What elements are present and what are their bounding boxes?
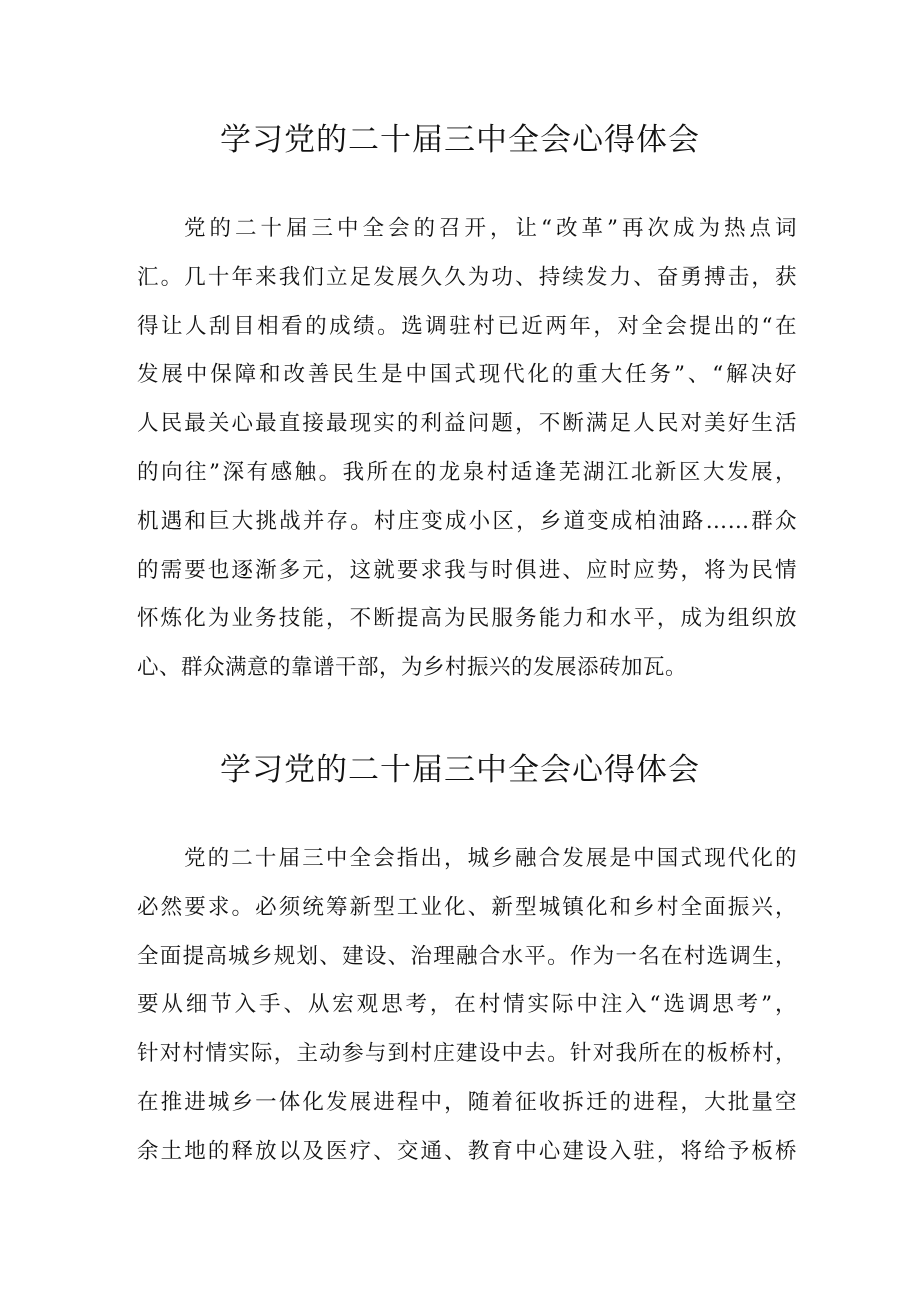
section-2-title: 学习党的二十届三中全会心得体会 <box>220 752 700 788</box>
paragraph-line: 在推进城乡一体化发展进程中，随着征收拆迁的进程，大批量空 <box>137 1089 797 1115</box>
paragraph-line: 人民最关心最直接最现实的利益问题，不断满足人民对美好生活 <box>137 411 797 437</box>
paragraph-line: 怀炼化为业务技能，不断提高为民服务能力和水平，成为组织放 <box>137 606 797 632</box>
paragraph-line: 的向往”深有感触。我所在的龙泉村适逢芜湖江北新区大发展， <box>137 459 797 485</box>
paragraph-line: 心、群众满意的靠谱干部，为乡村振兴的发展添砖加瓦。 <box>137 655 688 681</box>
paragraph-line: 发展中保障和改善民生是中国式现代化的重大任务”、“解决好 <box>137 362 797 388</box>
paragraph-line: 余土地的释放以及医疗、交通、教育中心建设入驻，将给予板桥 <box>137 1138 797 1164</box>
paragraph-line: 的需要也逐渐多元，这就要求我与时俱进、应时应势，将为民情 <box>137 557 797 583</box>
paragraph-line: 汇。几十年来我们立足发展久久为功、持续发力、奋勇搏击，获 <box>137 264 797 290</box>
paragraph-line: 全面提高城乡规划、建设、治理融合水平。作为一名在村选调生， <box>137 943 797 969</box>
section-2-paragraph <box>137 843 797 1185</box>
paragraph-line: 党的二十届三中全会指出，城乡融合发展是中国式现代化的 <box>184 846 797 871</box>
paragraph-line: 得让人刮目相看的成绩。选调驻村已近两年，对全会提出的“在 <box>137 313 797 339</box>
paragraph-line: 机遇和巨大挑战并存。村庄变成小区，乡道变成柏油路……群众 <box>137 508 797 534</box>
paragraph-line: 党的二十届三中全会的召开，让“改革”再次成为热点词 <box>184 216 797 241</box>
section-1-title: 学习党的二十届三中全会心得体会 <box>220 122 700 158</box>
paragraph-line: 要从细节入手、从宏观思考，在村情实际中注入“选调思考”， <box>137 992 797 1018</box>
paragraph-line: 针对村情实际，主动参与到村庄建设中去。针对我所在的板桥村， <box>137 1041 797 1067</box>
section-1-paragraph <box>137 213 797 701</box>
paragraph-line: 必然要求。必须统筹新型工业化、新型城镇化和乡村全面振兴， <box>137 894 797 920</box>
